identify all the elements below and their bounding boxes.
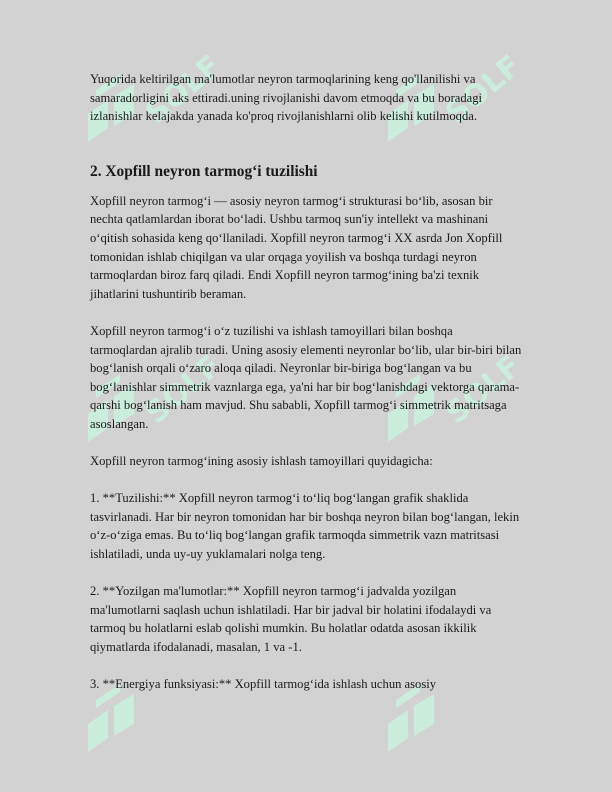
document-body [90, 70, 522, 694]
paragraph: Xopfill neyron tarmog‘i — asosiy neyron tarmog‘i strukturasi bo‘lib, asosan bir nechta qatlamlardan iborat bo‘ladi. Ushbu tarmoq sun'iy intellekt va mashinani o‘qitish sohasida keng qo‘llaniladi. Xopfill neyron tarmog‘i XX asrda Jon Xopfill tomonidan ishlab chiqilgan va ular orqaga yoyilish va boshqa turdagi neyron tarmoqlardan biroz farq qiladi. Endi Xopfill neyron tarmog‘ining ba'zi texnik jihatlarini tushuntirib beraman. [90, 193, 503, 301]
watermark-text: SOLF [139, 348, 228, 432]
list-item: 1. **Tuzilishi:** Xopfill neyron tarmog‘i to‘liq bog‘langan grafik shaklida tasvirlanadi. Har bir neyron tomonidan har bir boshqa neyron bilan bog‘langan, lekin o‘z-o‘ziga emas. Bu to‘liq bog‘langan grafik tarmoqda simmetrik vazn matritsasi ishlatiladi, unda uy-uy yuklamalari nolga teng. [90, 491, 520, 562]
list-item: 3. **Energiya funksiyasi:** Xopfill tarmog‘ida ishlash uchun asosiy [90, 677, 437, 692]
section-heading: 2. Xopfill neyron tarmog‘i tuzilishi [90, 162, 318, 180]
watermark-text: SOLF [439, 48, 528, 132]
list-item: 2. **Yozilgan ma'lumotlar:** Xopfill neyron tarmog‘i jadvalda yozilgan ma'lumotlarni saqlash uchun ishlatiladi. Har bir jadval bir holatini ifodalaydi va tarmoq bu holatlarni eslab qolishi mumkin. Bu holatlar odatda asosan ikkilik qiymatlarda ifodalanadi, masalan, 1 va -1. [90, 584, 492, 655]
paragraph: Xopfill neyron tarmog‘i o‘z tuzilishi va ishlash tamoyillari bilan boshqa tarmoqlardan ajralib turadi. Uning asosiy elementi neyronlar bo‘lib, ular bir-biri bilan bog‘lanish orqali o‘zaro aloqa qiladi. Neyronlar bir-biriga bog‘langan va bu bog‘lanishlar simmetrik vaznlarga ega, ya'ni har bir bog‘lanishdagi vektorga qarama-qarshi bog‘lanish ham mavjud. Shu sababli, Xopfill tarmog‘i simmetrik matritsaga asoslangan. [90, 323, 522, 431]
watermark-text: SOLF [439, 348, 528, 432]
intro-paragraph: Yuqorida keltirilgan ma'lumotlar neyron tarmoqlarining keng qo'llanilishi va samaradorligini aks ettiradi.uning rivojlanishi davom etmoqda va bu boradagi izlanishlar kelajakda yanada ko'proq rivojlanishlarni olib kelishi kutilmoqda. [90, 72, 483, 124]
paragraph: Xopfill neyron tarmog‘ining asosiy ishlash tamoyillari quyidagicha: [90, 454, 433, 469]
watermark-text: SOLF [139, 48, 228, 132]
